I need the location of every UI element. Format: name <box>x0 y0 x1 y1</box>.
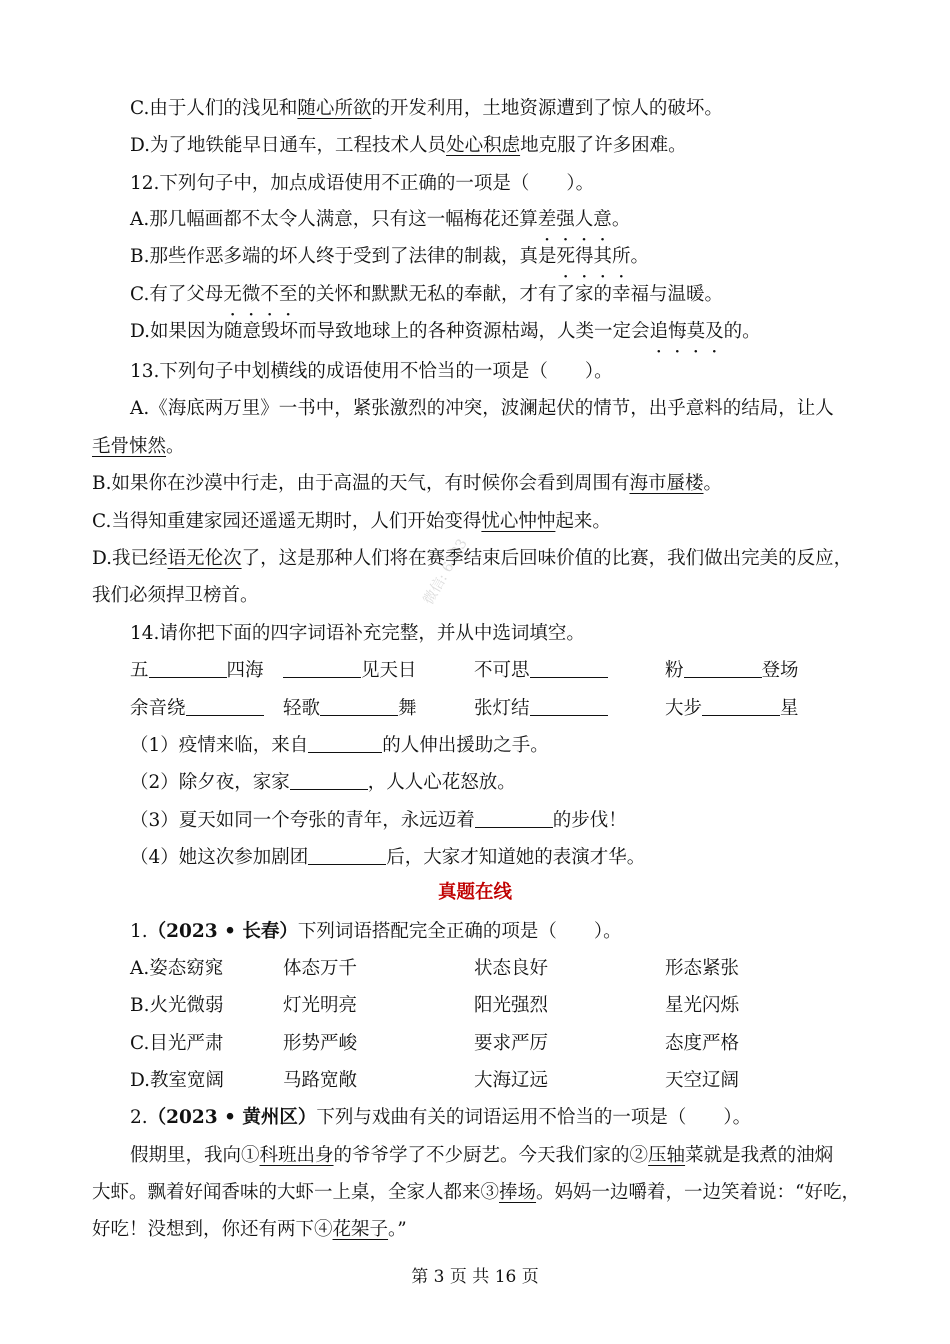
z1-option-cell: 态度严格 <box>665 1033 740 1054</box>
dotted-char: 死 <box>556 246 575 267</box>
q14-stem: 14.请你把下面的四字词语补充完整，并从中选词填空。 <box>130 623 585 644</box>
underlined-term: 科班出身 <box>259 1145 334 1166</box>
q13-option-a-line1: A.《海底两万里》一书中，紧张激烈的冲突，波澜起伏的情节，出乎意料的结局，让人 <box>130 398 834 419</box>
dotted-char: 差 <box>537 209 557 230</box>
source-tag: （2023 • 黄州区） <box>147 1107 317 1128</box>
z1-option-cell: 天空辽阔 <box>665 1070 740 1091</box>
watermark: 微信: 6233 <box>420 536 471 608</box>
z1-option-cell: 形态紧张 <box>665 958 740 979</box>
dotted-char: 无 <box>223 284 242 305</box>
q12-option-a: A.那几幅画都不太令人满意，只有这一幅梅花还算差强人意。 <box>130 207 630 233</box>
q12-option-d: D.如果因为随意毁坏而导致地球上的各种资源枯竭，人类一定会追悔莫及的。 <box>130 319 761 345</box>
z2-passage-line2: 大虾。飘着好闻香味的大虾一上桌，全家人都来③捧场。妈妈一边嚼着，一边笑着说：“好吃， <box>92 1182 860 1203</box>
q13-option-b: B.如果你在沙漠中行走，由于高温的天气，有时候你会看到周围有海市蜃楼。 <box>92 473 723 494</box>
section-title: 真题在线 <box>437 882 512 903</box>
z1-option-cell: 状态良好 <box>474 958 549 979</box>
dotted-char: 至 <box>278 284 298 305</box>
z1-option-cell: 大海辽远 <box>474 1070 549 1091</box>
q11-option-d: D.为了地铁能早日通车，工程技术人员处心积虑地克服了许多困难。 <box>130 135 687 156</box>
q14-idiom-blank: 不可思 <box>474 658 608 684</box>
dotted-char: 其 <box>593 246 613 267</box>
source-tag: （2023 • 长春） <box>147 921 298 942</box>
underlined-idiom: 海市蜃楼 <box>629 473 704 494</box>
dotted-char: 所 <box>612 246 631 267</box>
z1-option-cell: 体态万千 <box>283 958 358 979</box>
z1-option-cell: B.火光微弱 <box>130 995 224 1016</box>
z2-passage-line3: 好吃！没想到，你还有两下④花架子。” <box>92 1219 407 1240</box>
dotted-char: 强 <box>556 209 575 230</box>
dotted-char: 得 <box>575 246 594 267</box>
dotted-char: 追 <box>649 321 669 342</box>
underlined-idiom: 忧心忡忡 <box>481 511 556 532</box>
underlined-idiom: 随心所欲 <box>297 98 372 119</box>
z1-stem: 1.（2023 • 长春）下列词语搭配完全正确的项是（ ）。 <box>130 921 622 942</box>
z1-option-cell: 形势严峻 <box>283 1033 358 1054</box>
dotted-char: 意 <box>593 209 612 230</box>
z2-passage-line1: 假期里，我向①科班出身的爷爷学了不少厨艺。今天我们家的②压轴菜就是我煮的油焖 <box>130 1145 834 1166</box>
dotted-char: 悔 <box>668 321 687 342</box>
dotted-char: 人 <box>574 209 594 230</box>
dotted-char: 微 <box>241 284 261 305</box>
q13-option-a-line2: 毛骨悚然。 <box>92 436 185 457</box>
q14-idiom-blank: 大步 星 <box>665 698 799 719</box>
q14-idiom-blank: 轻歌 舞 <box>283 698 417 719</box>
q13-option-c: C.当得知重建家园还遥遥无期时，人们开始变得忧心忡忡起来。 <box>92 511 611 532</box>
underlined-term: 压轴 <box>648 1145 686 1166</box>
z1-option-cell: 要求严厉 <box>474 1033 549 1054</box>
z1-option-cell: D.教室宽阔 <box>130 1070 225 1091</box>
q13-stem: 13.下列句子中划横线的成语使用不恰当的一项是（ ）。 <box>130 361 613 382</box>
q14-sentence-1: （1）疫情来临，来自 的人伸出援助之手。 <box>130 735 549 756</box>
z1-option-cell: 灯光明亮 <box>283 995 358 1016</box>
z2-stem: 2.（2023 • 黄州区）下列与戏曲有关的词语运用不恰当的一项是（ ）。 <box>130 1107 752 1128</box>
q14-idiom-blank: 张灯结 <box>474 696 608 722</box>
q14-sentence-4: （4）她这次参加剧团 后，大家才知道她的表演才华。 <box>130 847 646 868</box>
q14-idiom-blank: 五 四海 <box>130 660 264 681</box>
q11-option-c: C.由于人们的浅见和随心所欲的开发利用，土地资源遭到了惊人的破坏。 <box>130 98 723 119</box>
z1-option-cell: C.目光严肃 <box>130 1033 224 1054</box>
q14-idiom-blank: 见天日 <box>283 658 417 684</box>
underlined-term: 花架子 <box>332 1219 389 1240</box>
q13-option-d-line1: D.我已经语无伦次了，这是那种人们将在赛季结束后回味价值的比赛，我们做出完美的反应， <box>92 548 853 569</box>
dotted-char: 莫 <box>686 321 706 342</box>
underlined-term: 捧场 <box>499 1182 537 1203</box>
q14-sentence-3: （3）夏天如同一个夸张的青年，永远迈着 的步伐！ <box>130 810 627 831</box>
page-footer: 第 3 页 共 16 页 <box>411 1267 539 1287</box>
q13-option-d-line2: 我们必须捍卫榜首。 <box>92 585 259 606</box>
z1-option-cell: 马路宽敞 <box>283 1070 358 1091</box>
z1-option-cell: 星光闪烁 <box>665 995 740 1016</box>
q12-stem: 12.下列句子中，加点成语使用不正确的一项是（ ）。 <box>130 173 595 194</box>
underlined-idiom: 语无伦次 <box>167 548 242 569</box>
q12-option-c: C.有了父母无微不至的关怀和默默无私的奉献，才有了家的幸福与温暖。 <box>130 282 723 308</box>
dotted-char: 及 <box>705 321 724 342</box>
q12-option-b: B.那些作恶多端的坏人终于受到了法律的制裁，真是死得其所。 <box>130 244 649 270</box>
dotted-char: 不 <box>260 284 279 305</box>
underlined-idiom: 毛骨悚然 <box>92 436 167 457</box>
q14-sentence-2: （2）除夕夜，家家 ，人人心花怒放。 <box>130 772 516 793</box>
underlined-idiom: 处心积虑 <box>446 135 521 156</box>
z1-option-cell: 阳光强烈 <box>474 995 549 1016</box>
q14-idiom-blank: 余音绕 <box>130 696 264 722</box>
q14-idiom-blank: 粉 登场 <box>665 660 799 681</box>
z1-option-cell: A.姿态窈窕 <box>130 958 224 979</box>
